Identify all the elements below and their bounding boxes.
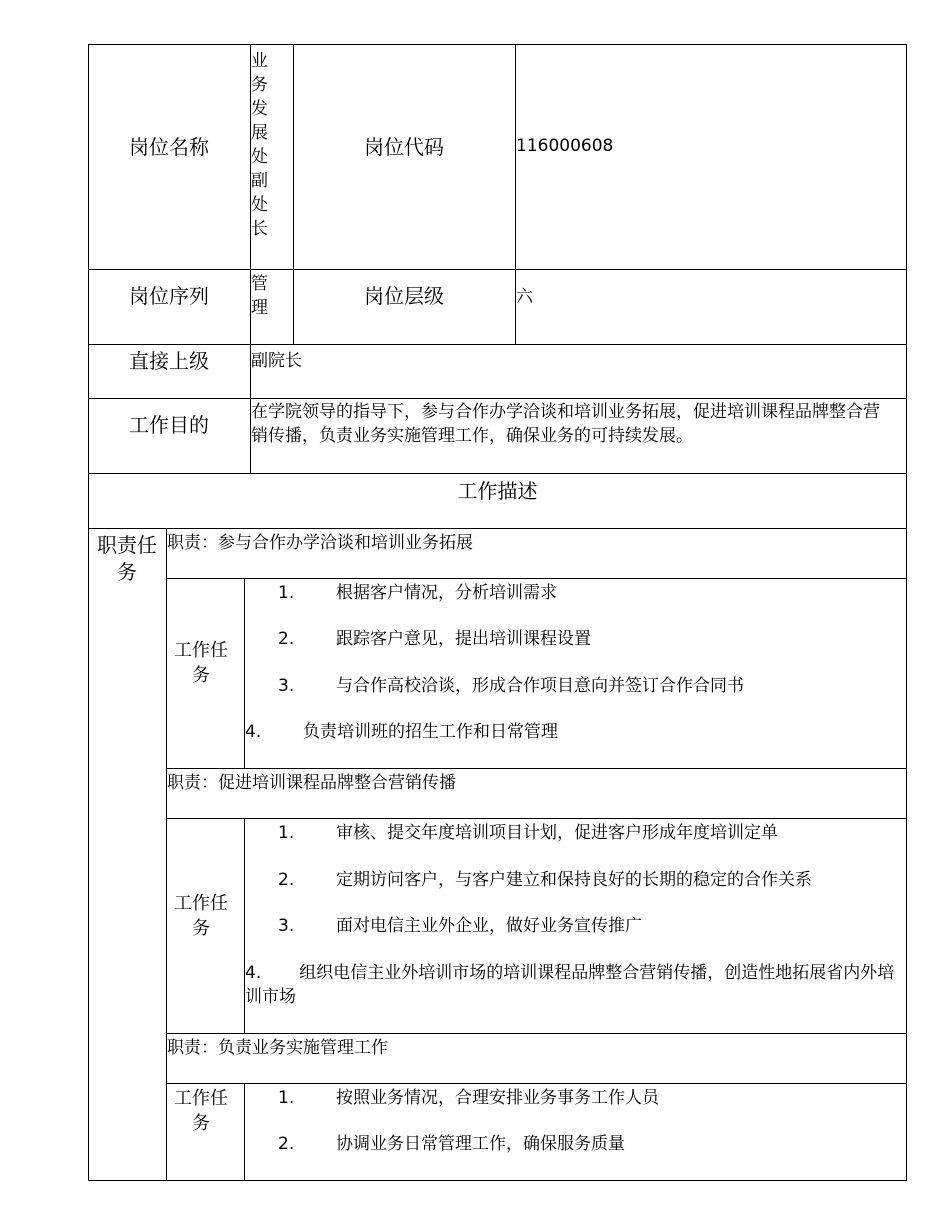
row-divider bbox=[166, 768, 907, 769]
task-text: 跟踪客户意见，提出培训课程设置 bbox=[336, 629, 591, 649]
task-label: 工作任务 bbox=[174, 1088, 228, 1134]
post-code-label: 岗位代码 bbox=[364, 135, 444, 159]
row-divider bbox=[166, 1083, 907, 1084]
row-divider bbox=[166, 1033, 907, 1034]
post-sequence-label: 岗位序列 bbox=[129, 284, 209, 308]
task-text: 按照业务情况，合理安排业务事务工作人员 bbox=[336, 1088, 659, 1108]
row-divider bbox=[88, 269, 907, 270]
row-divider bbox=[250, 398, 907, 399]
post-level-value: 六 bbox=[516, 287, 533, 307]
task-number: 1. bbox=[278, 583, 295, 603]
task-label: 工作任务 bbox=[174, 893, 228, 939]
task-number: 4. bbox=[245, 722, 262, 742]
job-description-table bbox=[88, 44, 907, 1181]
row-divider bbox=[88, 398, 250, 399]
duty-title: 职责：参与合作办学洽谈和培训业务拓展 bbox=[167, 533, 473, 553]
task-text: 定期访问客户，与客户建立和保持良好的长期的稳定的合作关系 bbox=[336, 870, 812, 890]
task-item bbox=[245, 961, 895, 1009]
col-divider bbox=[244, 1083, 245, 1181]
duty-title: 职责：促进培训课程品牌整合营销传播 bbox=[167, 773, 456, 793]
task-number: 2. bbox=[278, 870, 295, 890]
task-text: 审核、提交年度培训项目计划，促进客户形成年度培训定单 bbox=[336, 823, 778, 843]
superior-label: 直接上级 bbox=[129, 349, 209, 373]
task-label: 工作任务 bbox=[174, 640, 228, 686]
task-text: 负责培训班的招生工作和日常管理 bbox=[303, 722, 558, 742]
post-code-value: 116000608 bbox=[516, 136, 614, 156]
post-level-label: 岗位层级 bbox=[364, 284, 444, 308]
purpose-label: 工作目的 bbox=[129, 413, 209, 437]
task-text: 面对电信主业外企业，做好业务宣传推广 bbox=[336, 916, 642, 936]
task-number: 2. bbox=[278, 1134, 295, 1154]
task-text: 组织电信主业外培训市场的培训课程品牌整合营销传播，创造性地拓展省内外培训市场 bbox=[245, 963, 895, 1007]
row-divider bbox=[166, 578, 907, 579]
task-text: 协调业务日常管理工作，确保服务质量 bbox=[336, 1134, 625, 1154]
task-number: 4. bbox=[245, 963, 262, 983]
task-text: 与合作高校洽谈，形成合作项目意向并签订合作合同书 bbox=[336, 676, 744, 696]
col-divider bbox=[166, 528, 167, 1181]
row-divider bbox=[88, 473, 907, 474]
row-divider bbox=[166, 818, 907, 819]
task-text: 根据客户情况，分析培训需求 bbox=[336, 583, 557, 603]
post-sequence-value: 管理 bbox=[251, 274, 268, 318]
duty-title: 职责：负责业务实施管理工作 bbox=[167, 1038, 388, 1058]
task-number: 1. bbox=[278, 1088, 295, 1108]
task-number: 2. bbox=[278, 629, 295, 649]
description-title: 工作描述 bbox=[457, 479, 538, 503]
post-name-value: 业务发展处副处长 bbox=[251, 51, 268, 239]
row-divider bbox=[88, 528, 907, 529]
duties-label: 职责任务 bbox=[97, 533, 157, 584]
row-divider bbox=[88, 344, 907, 345]
task-number: 1. bbox=[278, 823, 295, 843]
superior-value: 副院长 bbox=[251, 351, 302, 371]
purpose-value: 在学院领导的指导下，参与合作办学洽谈和培训业务拓展，促进培训课程品牌整合营销传播，负责业务实施管理工作，确保业务的可持续发展。 bbox=[251, 402, 880, 446]
post-name-label: 岗位名称 bbox=[129, 135, 209, 159]
task-number: 3. bbox=[278, 916, 295, 936]
task-number: 3. bbox=[278, 676, 295, 696]
